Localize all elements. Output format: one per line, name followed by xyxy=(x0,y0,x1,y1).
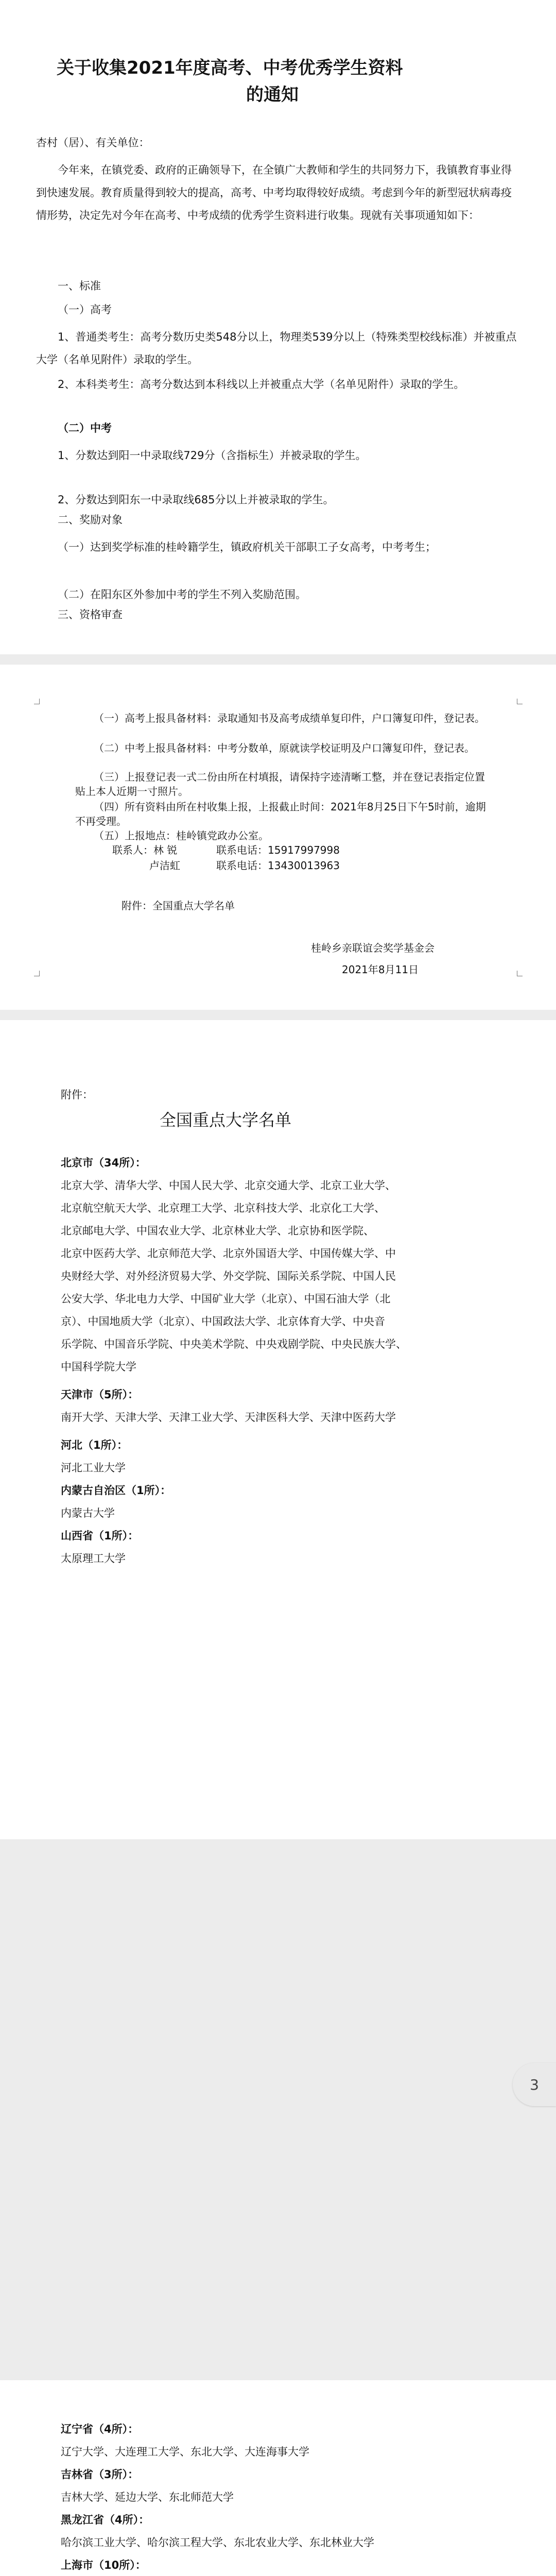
region-schools: 太原理工大学 xyxy=(61,1552,126,1565)
subsection-zhongkao: （二）中考 xyxy=(58,422,112,434)
region-heading: 上海市（10所）： xyxy=(61,2559,146,2571)
region-schools: 中国科学院大学 xyxy=(61,1361,136,1373)
document-page-1 xyxy=(0,0,556,654)
region-schools: 乐学院、中国音乐学院、中央美术学院、中央戏剧学院、中央民族大学、 xyxy=(61,1338,407,1350)
corner-mark xyxy=(517,971,523,976)
salutation: 杏村（居）、有关单位： xyxy=(36,137,150,149)
region-schools: 北京航空航天大学、北京理工大学、北京科技大学、北京化工大学、 xyxy=(61,1202,385,1214)
corner-mark xyxy=(34,971,40,976)
document-page-3 xyxy=(0,1020,556,1839)
intro-paragraph: 今年来，在镇党委、政府的正确领导下，在全镇广大教师和学生的共同努力下，我镇教育事业得到快速发展。教育质量得到较大的提高，高考、中考均取得较好成绩。考虑到今年的新型冠状病毒疫情形势，决定先对今年在高考、中考成绩的优秀学生资料进行收集。现就有关事项通知如下： xyxy=(36,164,512,222)
list-title: 全国重点大学名单 xyxy=(160,1110,292,1130)
region-heading: 北京市（34所）： xyxy=(61,1157,146,1169)
gaokao-rule-2: 2、本科类考生：高考分数达到本科线以上并被重点大学（名单见附件）录取的学生。 xyxy=(58,378,465,391)
subsection-gaokao: （一）高考 xyxy=(58,303,112,316)
section-award-target: 二、奖励对象 xyxy=(58,514,123,526)
zhongkao-rule-1: 1、分数达到阳一中录取线729分（含指标生）并被录取的学生。 xyxy=(58,449,367,462)
region-heading: 吉林省（3所）： xyxy=(61,2468,139,2481)
page-number-badge[interactable]: 3 xyxy=(513,2063,556,2106)
contact-2-name: 卢洁虹 xyxy=(149,859,180,872)
region-schools: 吉林大学、延边大学、东北师范大学 xyxy=(61,2491,234,2503)
section-standard: 一、标准 xyxy=(58,280,101,292)
region-schools: 南开大学、天津大学、天津工业大学、天津医科大学、天津中医药大学 xyxy=(61,1411,396,1423)
region-schools: 哈尔滨工业大学、哈尔滨工程大学、东北农业大学、东北林业大学 xyxy=(61,2536,374,2549)
region-schools: 辽宁大学、大连理工大学、东北大学、大连海事大学 xyxy=(61,2446,309,2458)
region-heading: 山西省（1所）： xyxy=(61,1530,139,1542)
gaokao-rule-1: 1、普通类考生：高考分数历史类548分以上，物理类539分以上（特殊类型校线标准）并被重点大学（名单见附件）录取的学生。 xyxy=(36,331,517,366)
region-schools: 央财经大学、对外经济贸易大学、外交学院、国际关系学院、中国人民 xyxy=(61,1270,396,1282)
zhongkao-rule-2: 2、分数达到阳东一中录取线685分以上并被录取的学生。 xyxy=(58,494,334,506)
region-schools: 北京大学、清华大学、中国人民大学、北京交通大学、北京工业大学、 xyxy=(61,1179,396,1192)
corner-mark xyxy=(517,699,523,704)
submission-location: （五）上报地点：桂岭镇党政办公室。 xyxy=(94,829,269,842)
region-schools: 河北工业大学 xyxy=(61,1462,126,1474)
region-schools: 北京邮电大学、中国农业大学、北京林业大学、北京协和医学院、 xyxy=(61,1225,374,1237)
region-heading: 河北（1所）： xyxy=(61,1439,128,1451)
region-heading: 黑龙江省（4所）： xyxy=(61,2514,150,2526)
issue-date: 2021年8月11日 xyxy=(342,963,419,976)
section-qualification: 三、资格审查 xyxy=(58,608,123,621)
document-page-4 xyxy=(0,2380,556,2576)
contact-1-phone: 联系电话：15917997998 xyxy=(216,844,340,856)
document-title-line-2: 的通知 xyxy=(246,84,299,105)
region-schools: 公安大学、华北电力大学、中国矿业大学（北京）、中国石油大学（北 xyxy=(61,1293,391,1305)
contact-1-name: 联系人：林 锐 xyxy=(112,844,178,856)
region-schools: 北京中医药大学、北京师范大学、北京外国语大学、中国传媒大学、中 xyxy=(61,1247,396,1260)
material-deadline: （四）所有资料由所在村收集上报，上报截止时间：2021年8月25日下午5时前，逾期不再受理。 xyxy=(75,801,486,827)
region-heading: 天津市（5所）： xyxy=(61,1388,139,1401)
contact-2-phone: 联系电话：13430013963 xyxy=(216,859,340,872)
award-rule-1: （一）达到奖学标准的桂岭籍学生，镇政府机关干部职工子女高考，中考考生； xyxy=(58,541,436,553)
signer: 桂岭乡亲联谊会奖学基金会 xyxy=(311,942,435,954)
corner-mark xyxy=(34,699,40,704)
document-title: 关于收集2021年度高考、中考优秀学生资料 xyxy=(57,58,403,78)
attachment-note: 附件：全国重点大学名单 xyxy=(121,900,235,912)
region-heading: 辽宁省（4所）： xyxy=(61,2423,139,2435)
material-zhongkao: （二）中考上报具备材料：中考分数单，原就读学校证明及户口簿复印件，登记表。 xyxy=(94,742,475,754)
material-gaokao: （一）高考上报具备材料：录取通知书及高考成绩单复印件，户口簿复印件，登记表。 xyxy=(94,712,485,724)
region-schools: 京）、中国地质大学（北京）、中国政法大学、北京体育大学、中央音 xyxy=(61,1315,385,1328)
material-form: （三）上报登记表一式二份由所在村填报，请保持字迹清晰工整，并在登记表指定位置贴上本人近期一寸照片。 xyxy=(75,771,485,798)
region-heading: 内蒙古自治区（1所）： xyxy=(61,1484,171,1497)
award-rule-2: （二）在阳东区外参加中考的学生不列入奖励范围。 xyxy=(58,588,306,601)
region-schools: 内蒙古大学 xyxy=(61,1507,115,1519)
attachment-label: 附件： xyxy=(61,1089,93,1101)
document-page-2 xyxy=(0,665,556,1010)
